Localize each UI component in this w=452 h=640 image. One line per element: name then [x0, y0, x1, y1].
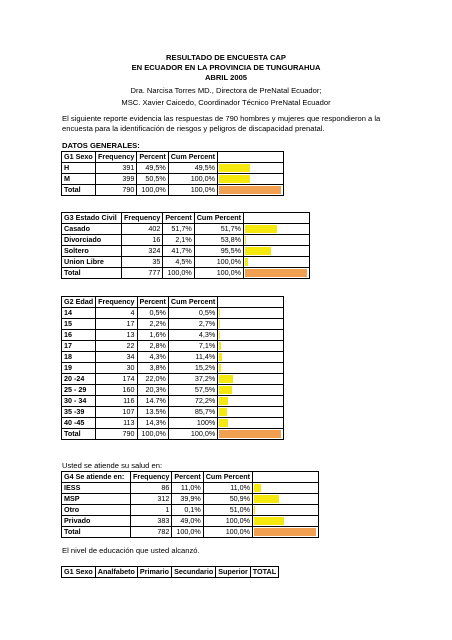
table-row [62, 163, 284, 174]
percent-cell: 14.7% [137, 396, 168, 407]
cum-percent-cell: 53,8% [194, 235, 243, 246]
percent-cell: 4,3% [137, 352, 168, 363]
header-cell: G4 Se atiende en: [62, 472, 131, 483]
bar-cell [244, 235, 310, 246]
row-label-cell: 35 -39 [62, 407, 96, 418]
percent-cell: 100,0% [137, 185, 168, 196]
frequency-cell: 13 [96, 330, 137, 341]
header-cell: G3 Estado Civil [62, 213, 122, 224]
percent-bar [219, 353, 222, 361]
cum-percent-cell: 57,5% [168, 385, 217, 396]
header-cell: G1 Sexo [62, 567, 96, 578]
header-cell: Percent [137, 152, 168, 163]
table-g2-edad [61, 296, 284, 440]
cum-percent-cell: 100,0% [194, 257, 243, 268]
frequency-cell: 777 [122, 268, 163, 279]
header-cell: Frequency [122, 213, 163, 224]
row-label-cell: 17 [62, 341, 96, 352]
header-cell: Cum Percent [168, 297, 217, 308]
table-row [62, 308, 284, 319]
bar-cell [253, 505, 319, 516]
bar-cell [218, 341, 284, 352]
percent-bar [219, 175, 250, 183]
percent-cell: 3,8% [137, 363, 168, 374]
percent-bar [219, 419, 228, 427]
report-title: RESULTADO DE ENCUESTA CAP [166, 53, 286, 62]
table-row [62, 174, 284, 185]
cum-percent-cell: 100% [168, 418, 217, 429]
table-row [62, 341, 284, 352]
bar-header-cell [218, 152, 284, 163]
table-row [62, 483, 319, 494]
bar-cell [244, 224, 310, 235]
cum-percent-cell: 100,0% [203, 516, 252, 527]
bar-cell [218, 418, 284, 429]
table-total-row [62, 185, 284, 196]
total-bar [219, 430, 281, 438]
cum-percent-cell: 49,5% [168, 163, 217, 174]
frequency-cell: 4 [96, 308, 137, 319]
table-g4-atencion [61, 471, 319, 538]
table-row [62, 418, 284, 429]
table-g3-estado-civil [61, 212, 310, 279]
frequency-cell: 402 [122, 224, 163, 235]
intro-paragraph: El siguiente reporte evidencia las respuestas de 790 hombres y mujeres que respondieron a la encuesta para la identificación de riesgos y peligros de discapacidad prenatal. [62, 114, 381, 133]
bar-header-cell [253, 472, 319, 483]
cum-percent-cell: 37,2% [168, 374, 217, 385]
header-cell: G2 Edad [62, 297, 96, 308]
bar-cell [253, 483, 319, 494]
cum-percent-cell: 15,2% [168, 363, 217, 374]
percent-cell: 49,5% [137, 163, 168, 174]
bar-cell [253, 527, 319, 538]
percent-bar [219, 397, 228, 405]
row-label-cell: 14 [62, 308, 96, 319]
g4-question: Usted se atiende su salud en: [62, 461, 163, 470]
row-label-cell: 30 - 34 [62, 396, 96, 407]
row-label-cell: Divorciado [62, 235, 122, 246]
bar-cell [218, 352, 284, 363]
total-bar [254, 528, 316, 536]
percent-bar [219, 375, 233, 383]
header-cell: TOTAL [250, 567, 278, 578]
frequency-cell: 35 [122, 257, 163, 268]
frequency-cell: 116 [96, 396, 137, 407]
percent-cell: 14,3% [137, 418, 168, 429]
bar-cell [244, 246, 310, 257]
frequency-cell: 383 [131, 516, 172, 527]
cum-percent-cell: 51,7% [194, 224, 243, 235]
table-row [62, 516, 319, 527]
cum-percent-cell: 11,0% [203, 483, 252, 494]
percent-cell: 20,3% [137, 385, 168, 396]
percent-bar [254, 517, 284, 525]
table-row [62, 505, 319, 516]
bar-cell [253, 494, 319, 505]
percent-cell: 11,0% [172, 483, 203, 494]
bar-cell [244, 257, 310, 268]
table-row [62, 494, 319, 505]
cum-percent-cell: 100,0% [194, 268, 243, 279]
percent-cell: 1,6% [137, 330, 168, 341]
row-label-cell: 19 [62, 363, 96, 374]
header-cell: Frequency [96, 152, 137, 163]
bar-cell [218, 185, 284, 196]
report-subtitle: EN ECUADOR EN LA PROVINCIA DE TUNGURAHUA [131, 63, 321, 72]
header-cell: Percent [137, 297, 168, 308]
header-cell: Primario [137, 567, 171, 578]
frequency-cell: 790 [96, 185, 137, 196]
row-label-cell: Union Libre [62, 257, 122, 268]
row-label-cell: 15 [62, 319, 96, 330]
bar-cell [218, 163, 284, 174]
percent-cell: 0,5% [137, 308, 168, 319]
cum-percent-cell: 72,2% [168, 396, 217, 407]
percent-cell: 0,1% [172, 505, 203, 516]
cum-percent-cell: 4,3% [168, 330, 217, 341]
bar-cell [218, 374, 284, 385]
percent-cell: 2,8% [137, 341, 168, 352]
bar-cell [253, 516, 319, 527]
bar-header-cell [218, 297, 284, 308]
percent-cell: 100,0% [137, 429, 168, 440]
header-cell: Frequency [131, 472, 172, 483]
row-label-cell: 16 [62, 330, 96, 341]
frequency-cell: 399 [96, 174, 137, 185]
table-total-row [62, 429, 284, 440]
bar-cell [218, 308, 284, 319]
bar-cell [218, 330, 284, 341]
percent-bar [219, 331, 220, 339]
header-cell: Frequency [96, 297, 137, 308]
table-row [62, 330, 284, 341]
bar-cell [218, 174, 284, 185]
row-label-cell: 25 - 29 [62, 385, 96, 396]
row-label-cell: Total [62, 527, 131, 538]
percent-bar [219, 309, 220, 317]
header-cell: Secundario [172, 567, 216, 578]
bar-header-cell [244, 213, 310, 224]
cum-percent-cell: 50,9% [203, 494, 252, 505]
section-heading-general: DATOS GENERALES: [62, 141, 140, 150]
header-cell: Percent [172, 472, 203, 483]
total-bar [245, 269, 307, 277]
table-row [62, 396, 284, 407]
header-cell: Cum Percent [194, 213, 243, 224]
cum-percent-cell: 7,1% [168, 341, 217, 352]
header-cell: Analfabeto [95, 567, 137, 578]
row-label-cell: Total [62, 429, 96, 440]
table-total-row [62, 527, 319, 538]
frequency-cell: 16 [122, 235, 163, 246]
percent-bar [219, 164, 250, 172]
cum-percent-cell: 0,5% [168, 308, 217, 319]
table-header-row [62, 213, 310, 224]
table-row [62, 385, 284, 396]
table-row [62, 374, 284, 385]
row-label-cell: IESS [62, 483, 131, 494]
author-line-2: MSC. Xavier Caicedo, Coordinador Técnico PreNatal Ecuador [121, 98, 331, 107]
cum-percent-cell: 51,0% [203, 505, 252, 516]
frequency-cell: 174 [96, 374, 137, 385]
percent-bar [245, 258, 248, 266]
row-label-cell: 18 [62, 352, 96, 363]
table-header-row [62, 472, 319, 483]
frequency-cell: 160 [96, 385, 137, 396]
header-cell: Cum Percent [203, 472, 252, 483]
cum-percent-cell: 11,4% [168, 352, 217, 363]
table-g1-educacion [61, 566, 279, 578]
row-label-cell: M [62, 174, 96, 185]
table-row [62, 319, 284, 330]
percent-bar [254, 495, 279, 503]
table-row [62, 407, 284, 418]
header-cell: Percent [163, 213, 194, 224]
percent-cell: 2,1% [163, 235, 194, 246]
education-question: El nivel de educación que usted alcanzó. [62, 546, 200, 555]
row-label-cell: MSP [62, 494, 131, 505]
frequency-cell: 312 [131, 494, 172, 505]
table-row [62, 257, 310, 268]
frequency-cell: 790 [96, 429, 137, 440]
percent-cell: 22,0% [137, 374, 168, 385]
percent-cell: 100,0% [163, 268, 194, 279]
total-bar [219, 186, 281, 194]
percent-cell: 50,5% [137, 174, 168, 185]
row-label-cell: Casado [62, 224, 122, 235]
row-label-cell: 40 -45 [62, 418, 96, 429]
table-row [62, 246, 310, 257]
row-label-cell: Soltero [62, 246, 122, 257]
percent-cell: 100,0% [172, 527, 203, 538]
bar-cell [218, 429, 284, 440]
author-line-1: Dra. Narcisa Torres MD., Directora de PreNatal Ecuador; [130, 86, 322, 95]
percent-cell: 41,7% [163, 246, 194, 257]
percent-cell: 4,5% [163, 257, 194, 268]
cum-percent-cell: 2,7% [168, 319, 217, 330]
frequency-cell: 17 [96, 319, 137, 330]
frequency-cell: 391 [96, 163, 137, 174]
table-row [62, 363, 284, 374]
percent-bar [254, 506, 255, 514]
row-label-cell: 20 -24 [62, 374, 96, 385]
percent-bar [219, 342, 221, 350]
frequency-cell: 107 [96, 407, 137, 418]
percent-bar [245, 225, 277, 233]
table-header-row [62, 297, 284, 308]
cum-percent-cell: 100,0% [168, 429, 217, 440]
cum-percent-cell: 85,7% [168, 407, 217, 418]
frequency-cell: 113 [96, 418, 137, 429]
frequency-cell: 324 [122, 246, 163, 257]
percent-bar [254, 484, 261, 492]
percent-bar [219, 320, 220, 328]
header-cell: G1 Sexo [62, 152, 96, 163]
cum-percent-cell: 100,0% [168, 185, 217, 196]
percent-cell: 13.5% [137, 407, 168, 418]
percent-cell: 2,2% [137, 319, 168, 330]
table-total-row [62, 268, 310, 279]
bar-cell [218, 319, 284, 330]
percent-bar [219, 386, 232, 394]
percent-cell: 49,0% [172, 516, 203, 527]
frequency-cell: 30 [96, 363, 137, 374]
table-g1-sexo [61, 151, 284, 196]
frequency-cell: 86 [131, 483, 172, 494]
table-header-row [62, 152, 284, 163]
bar-cell [244, 268, 310, 279]
row-label-cell: Privado [62, 516, 131, 527]
frequency-cell: 1 [131, 505, 172, 516]
bar-cell [218, 407, 284, 418]
cum-percent-cell: 100,0% [203, 527, 252, 538]
percent-bar [245, 236, 246, 244]
percent-cell: 51,7% [163, 224, 194, 235]
row-label-cell: Total [62, 185, 96, 196]
percent-bar [219, 408, 227, 416]
header-cell: Superior [216, 567, 251, 578]
report-date: ABRIL 2005 [204, 73, 248, 82]
frequency-cell: 22 [96, 341, 137, 352]
cum-percent-cell: 95,5% [194, 246, 243, 257]
table-header-row [62, 567, 279, 578]
frequency-cell: 34 [96, 352, 137, 363]
row-label-cell: Total [62, 268, 122, 279]
row-label-cell: Otro [62, 505, 131, 516]
percent-bar [219, 364, 221, 372]
percent-cell: 39,9% [172, 494, 203, 505]
bar-cell [218, 396, 284, 407]
table-row [62, 235, 310, 246]
table-row [62, 352, 284, 363]
frequency-cell: 782 [131, 527, 172, 538]
row-label-cell: H [62, 163, 96, 174]
table-row [62, 224, 310, 235]
header-cell: Cum Percent [168, 152, 217, 163]
bar-cell [218, 385, 284, 396]
bar-cell [218, 363, 284, 374]
percent-bar [245, 247, 271, 255]
cum-percent-cell: 100,0% [168, 174, 217, 185]
